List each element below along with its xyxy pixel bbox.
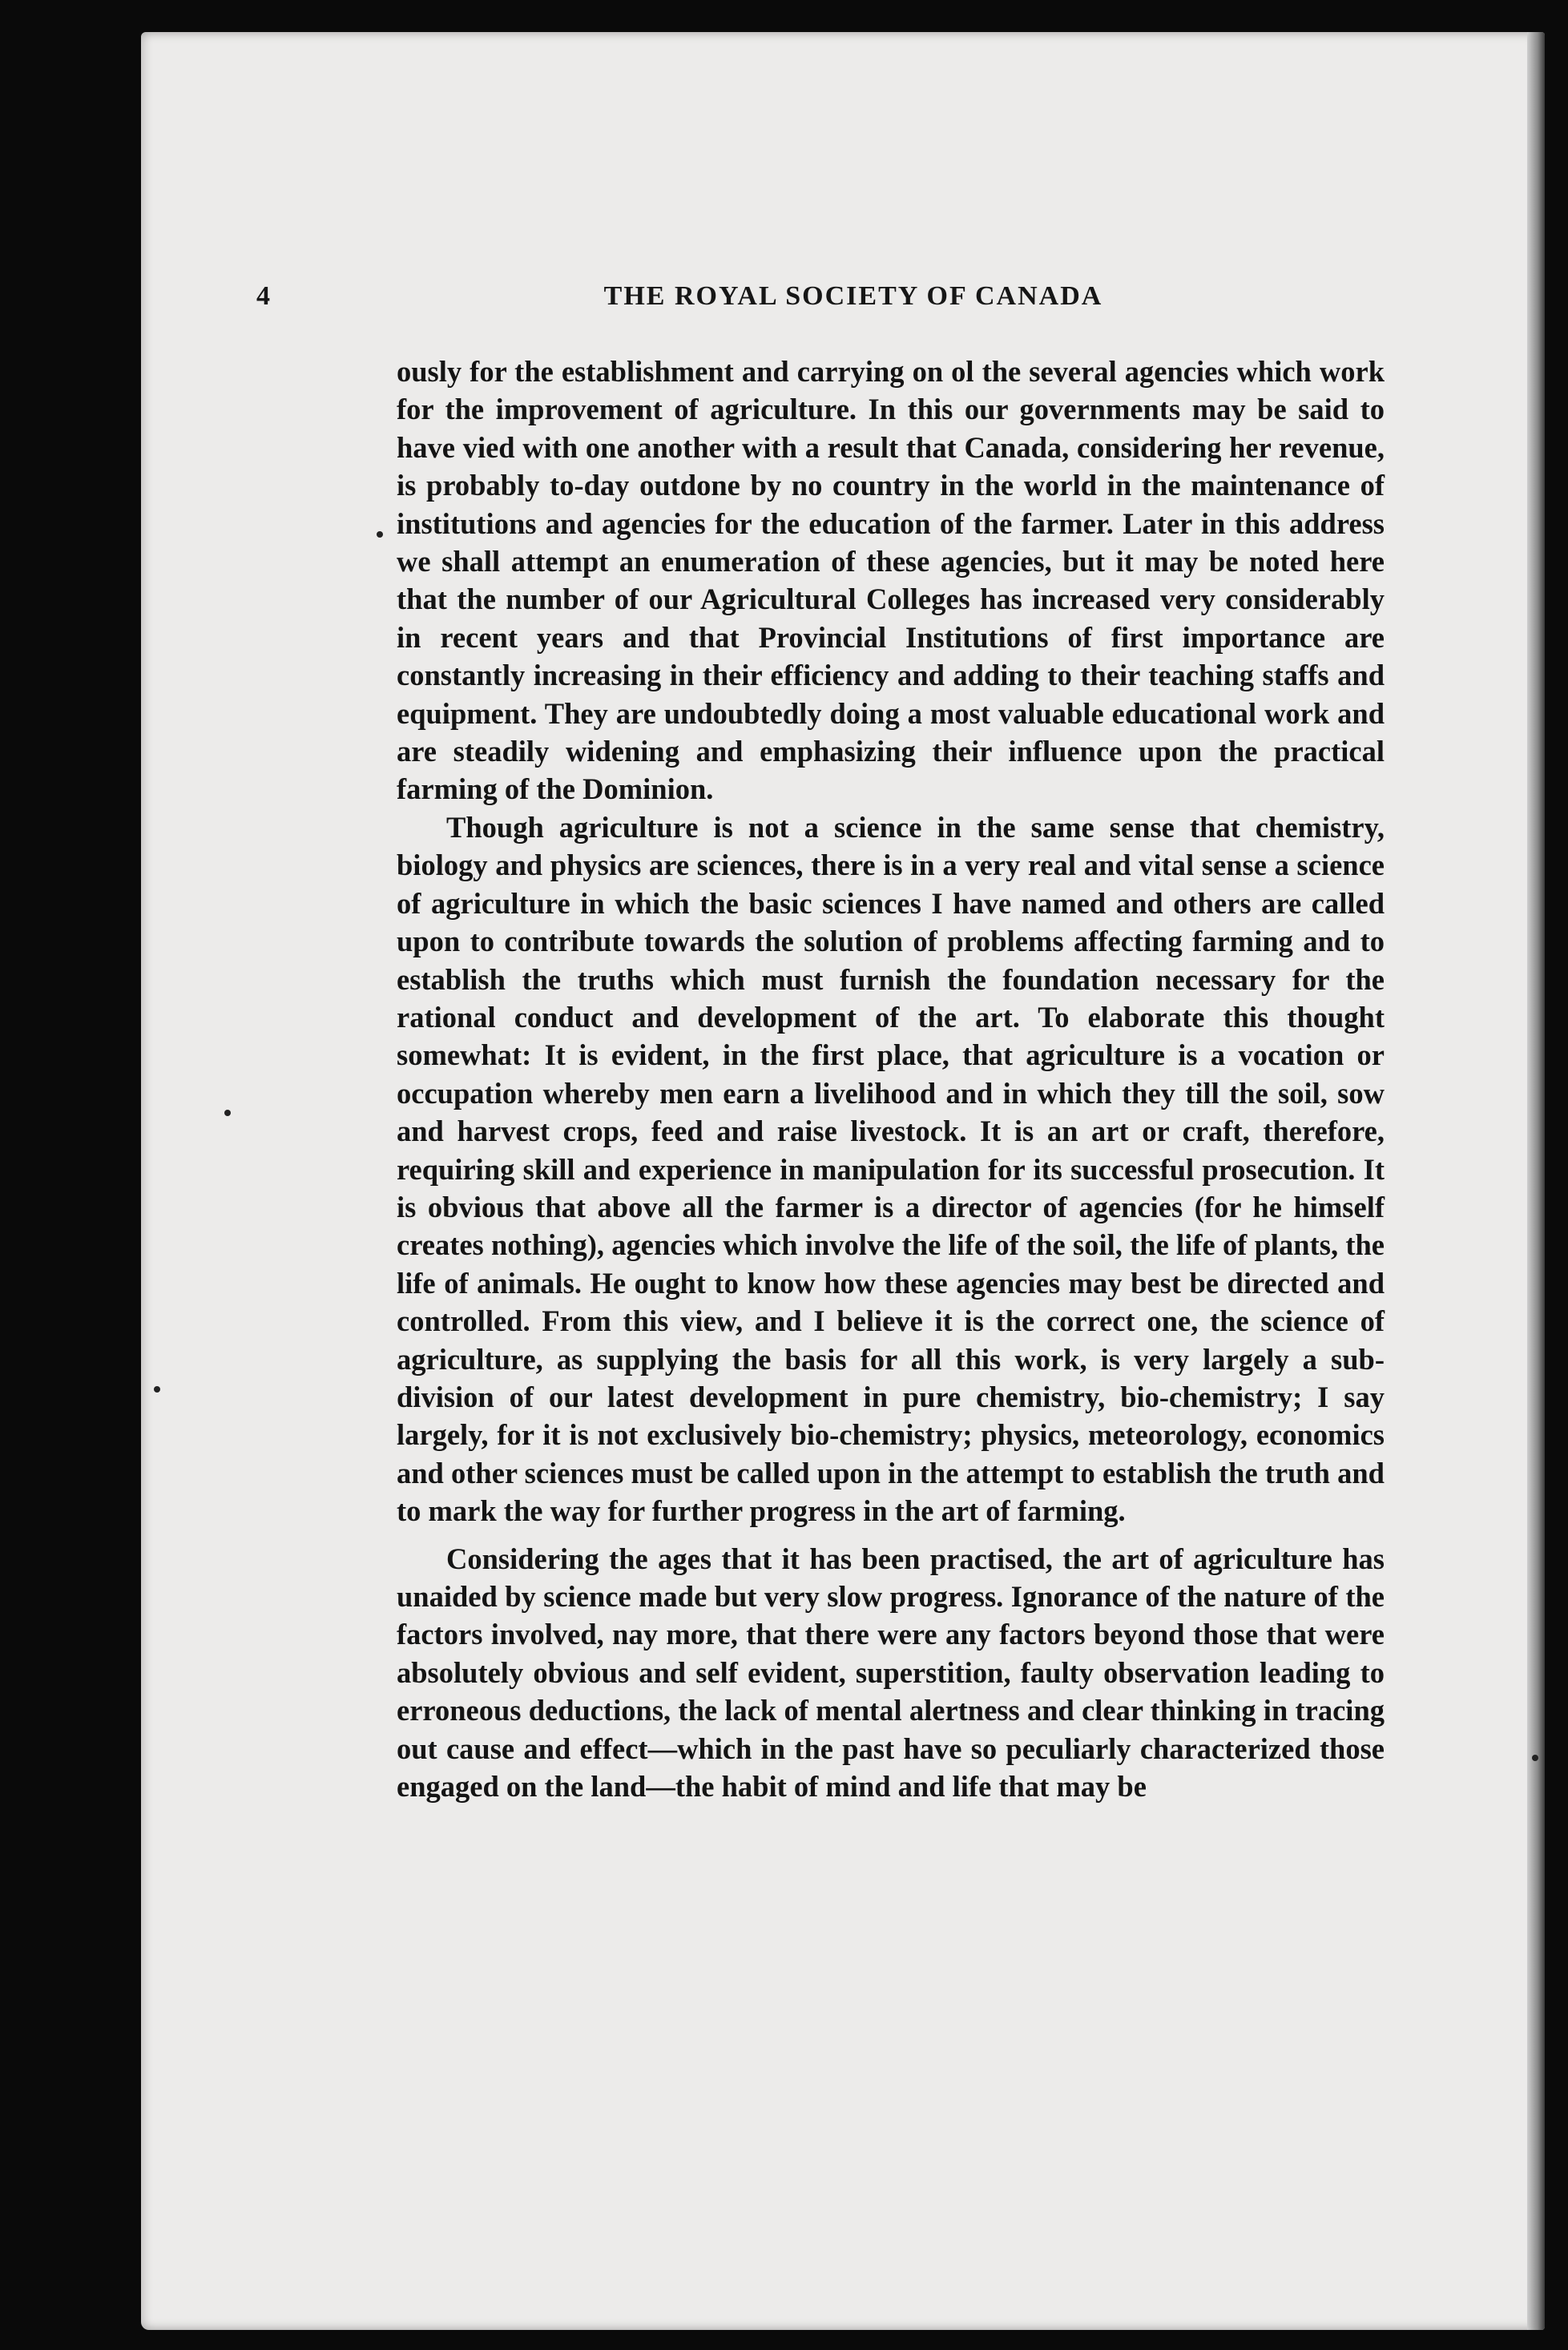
running-head: THE ROYAL SOCIETY OF CANADA [603,281,1103,311]
margin-speck [224,1110,231,1116]
page-edge-shadow [1527,32,1545,2330]
margin-speck [154,1386,160,1393]
paragraph-3: Considering the ages that it has been practised, the art of agriculture has unaided by science made but very slow progress. Ignorance of the nature of the factors involved, nay more, that there were any factors beyond those that were absolutely obvious and self evident, superstition, faulty observation leading to erroneous deductions, the lack of mental alertness and clear thinking in tracing out cause and effect—which in the past have so peculiarly characterized those engaged on the land—the habit of mind and life that may be [397,1542,1385,1804]
margin-speck [377,531,383,538]
paragraph-1: ously for the establishment and carrying on ol the several agencies which work for the improvement of agriculture. In this our governments may be said to have vied with one another with a result that Canada, considering her revenue, is probably to-day outdone by no country in the world in the maintenance of institutions and agencies for the education of the farmer. Later in this address we shall attempt an enumeration of these agencies, but it may be noted here that the number of our Agricultural Colleges has increased very considerably in recent years and that Provincial Institutions of first importance are constantly increasing in their efficiency and adding to their teaching staffs and equipment. They are undoubtedly doing a most valuable educational work and are steadily widening and emphasizing their influence upon the practical farming of the Dominion. [397,355,1385,806]
page-number: 4 [256,281,270,311]
body-text [397,353,1385,1805]
page-header [256,264,1362,329]
margin-speck [1532,1755,1538,1761]
paragraph-2: Though agriculture is not a science in the same sense that chemistry, biology and physics are sciences, there is in a very real and vital sense a science of agriculture in which the basic sciences I have named and others are called upon to contribute towards the solution of problems affecting farming and to establish the truths which must furnish the foundation necessary for the rational conduct and development of the art. To elaborate this thought somewhat: It is evident, in the first place, that agriculture is a vocation or occupation whereby men earn a livelihood and in which they till the soil, sow and harvest crops, feed and raise livestock. It is an art or craft, therefore, requiring skill and experience in manipulation for its successful prosecution. It is obvious that above all the farmer is a director of agencies (for he himself creates nothing), agencies which involve the life of the soil, the life of plants, the life of animals. He ought to know how these agencies may best be directed and controlled. From this view, and I believe it is the correct one, the science of agriculture, as supplying the basis for all this work, is very largely a sub-division of our latest development in pure chemistry, bio-chemistry; I say largely, for it is not exclusively bio-chemistry; physics, meteorology, economics and other sciences must be called upon in the attempt to establish the truth and to mark the way for further progress in the art of farming. [397,810,1385,1528]
